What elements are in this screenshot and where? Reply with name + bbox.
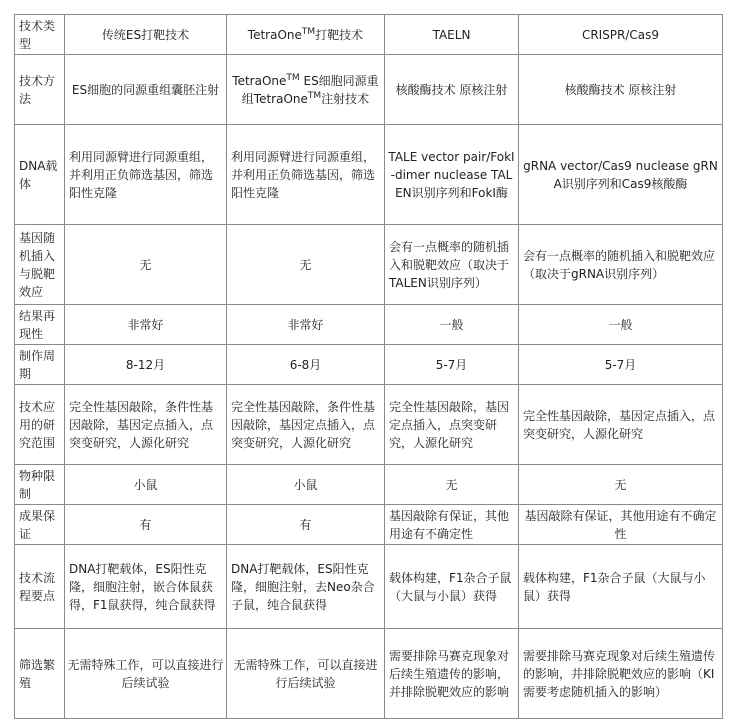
row-label: 制作周期 bbox=[15, 345, 65, 385]
table-row bbox=[15, 385, 723, 465]
table-row bbox=[15, 305, 723, 345]
table-cell: 5-7月 bbox=[385, 345, 519, 385]
cell-sup: TM bbox=[307, 90, 322, 101]
table-cell-tetraone-method bbox=[227, 55, 385, 125]
header-tetraone-sup: TM bbox=[301, 26, 316, 37]
table-cell: 需要排除马赛克现象对后续生殖遗传的影响，并排除脱靶效应的影响（KI需要考虑随机插入的影响） bbox=[519, 629, 723, 719]
header-crispr: CRISPR/Cas9 bbox=[519, 15, 723, 55]
table-row bbox=[15, 125, 723, 225]
table-cell: 5-7月 bbox=[519, 345, 723, 385]
table-row bbox=[15, 629, 723, 719]
comparison-table bbox=[14, 14, 723, 719]
cell-sup: TM bbox=[286, 72, 300, 83]
table-cell: 无 bbox=[65, 225, 227, 305]
cell-part: ES细胞同源重组TetraOne bbox=[241, 73, 379, 106]
row-label: 成果保证 bbox=[15, 505, 65, 545]
table-cell: 完全性基因敲除，条件性基因敲除，基因定点插入，点突变研究，人源化研究 bbox=[227, 385, 385, 465]
header-tetraone-base: TetraOne bbox=[247, 27, 302, 42]
table-cell: 完全性基因敲除，基因定点插入，点突变研究，人源化研究 bbox=[519, 385, 723, 465]
table-cell: DNA打靶载体，ES阳性克隆，细胞注射，嵌合体鼠获得，F1鼠获得，纯合鼠获得 bbox=[65, 545, 227, 629]
row-label: 技术流程要点 bbox=[15, 545, 65, 629]
table-cell: gRNA vector/Cas9 nuclease gRNA识别序列和Cas9核酸酶 bbox=[519, 125, 723, 225]
table-cell: 一般 bbox=[385, 305, 519, 345]
header-taeln: TAELN bbox=[385, 15, 519, 55]
row-label: DNA载体 bbox=[15, 125, 65, 225]
table-cell: 载体构建，F1杂合子鼠（大鼠与小鼠）获得 bbox=[519, 545, 723, 629]
table-cell: 一般 bbox=[519, 305, 723, 345]
header-traditional-es: 传统ES打靶技术 bbox=[65, 15, 227, 55]
row-label: 技术方法 bbox=[15, 55, 65, 125]
table-cell: 有 bbox=[227, 505, 385, 545]
row-label: 物种限制 bbox=[15, 465, 65, 505]
table-cell: 利用同源臂进行同源重组，并利用正负筛选基因，筛选阳性克隆 bbox=[227, 125, 385, 225]
table-row bbox=[15, 545, 723, 629]
table-cell: 完全性基因敲除，基因定点插入，点突变研究，人源化研究 bbox=[385, 385, 519, 465]
table-cell: 载体构建，F1杂合子鼠（大鼠与小鼠）获得 bbox=[385, 545, 519, 629]
table-cell: 无 bbox=[227, 225, 385, 305]
table-cell: 无 bbox=[519, 465, 723, 505]
row-label: 技术应用的研究范围 bbox=[15, 385, 65, 465]
table-cell: 小鼠 bbox=[65, 465, 227, 505]
table-row bbox=[15, 345, 723, 385]
table-cell: 无 bbox=[385, 465, 519, 505]
table-cell: 8-12月 bbox=[65, 345, 227, 385]
table-cell: 核酸酶技术 原核注射 bbox=[385, 55, 519, 125]
table-cell: 利用同源臂进行同源重组，并利用正负筛选基因，筛选阳性克隆 bbox=[65, 125, 227, 225]
header-row bbox=[15, 15, 723, 55]
cell-part: TetraOne bbox=[232, 73, 287, 88]
table-row bbox=[15, 505, 723, 545]
table-cell: 会有一点概率的随机插入和脱靶效应（取决于gRNA识别序列） bbox=[519, 225, 723, 305]
table-cell: 完全性基因敲除，条件性基因敲除，基因定点插入，点突变研究，人源化研究 bbox=[65, 385, 227, 465]
cell-part: 注射技术 bbox=[321, 91, 370, 106]
table-cell: 基因敲除有保证，其他用途有不确定性 bbox=[519, 505, 723, 545]
table-cell: 基因敲除有保证，其他用途有不确定性 bbox=[385, 505, 519, 545]
comparison-table-container bbox=[14, 14, 722, 718]
table-cell: 需要排除马赛克现象对后续生殖遗传的影响，并排除脱靶效应的影响 bbox=[385, 629, 519, 719]
table-cell: DNA打靶载体，ES阳性克隆，细胞注射，去Neo杂合子鼠，纯合鼠获得 bbox=[227, 545, 385, 629]
table-cell: 非常好 bbox=[227, 305, 385, 345]
table-cell: 会有一点概率的随机插入和脱靶效应（取决于TALEN识别序列） bbox=[385, 225, 519, 305]
table-cell: 无需特殊工作，可以直接进行后续试验 bbox=[227, 629, 385, 719]
header-tetraone bbox=[227, 15, 385, 55]
table-row bbox=[15, 465, 723, 505]
table-row bbox=[15, 225, 723, 305]
table-cell: 核酸酶技术 原核注射 bbox=[519, 55, 723, 125]
table-cell: 非常好 bbox=[65, 305, 227, 345]
table-cell: 有 bbox=[65, 505, 227, 545]
row-label: 结果再现性 bbox=[15, 305, 65, 345]
table-cell: 小鼠 bbox=[227, 465, 385, 505]
table-cell: TALE vector pair/FokI-dimer nuclease TALEN识别序列和FokI酶 bbox=[385, 125, 519, 225]
row-label: 基因随机插入与脱靶效应 bbox=[15, 225, 65, 305]
table-row bbox=[15, 55, 723, 125]
table-cell: 6-8月 bbox=[227, 345, 385, 385]
header-tech-type: 技术类型 bbox=[15, 15, 65, 55]
header-tetraone-suffix: 打靶技术 bbox=[315, 27, 364, 42]
row-label: 筛选繁殖 bbox=[15, 629, 65, 719]
table-cell: ES细胞的同源重组囊胚注射 bbox=[65, 55, 227, 125]
table-cell: 无需特殊工作，可以直接进行后续试验 bbox=[65, 629, 227, 719]
